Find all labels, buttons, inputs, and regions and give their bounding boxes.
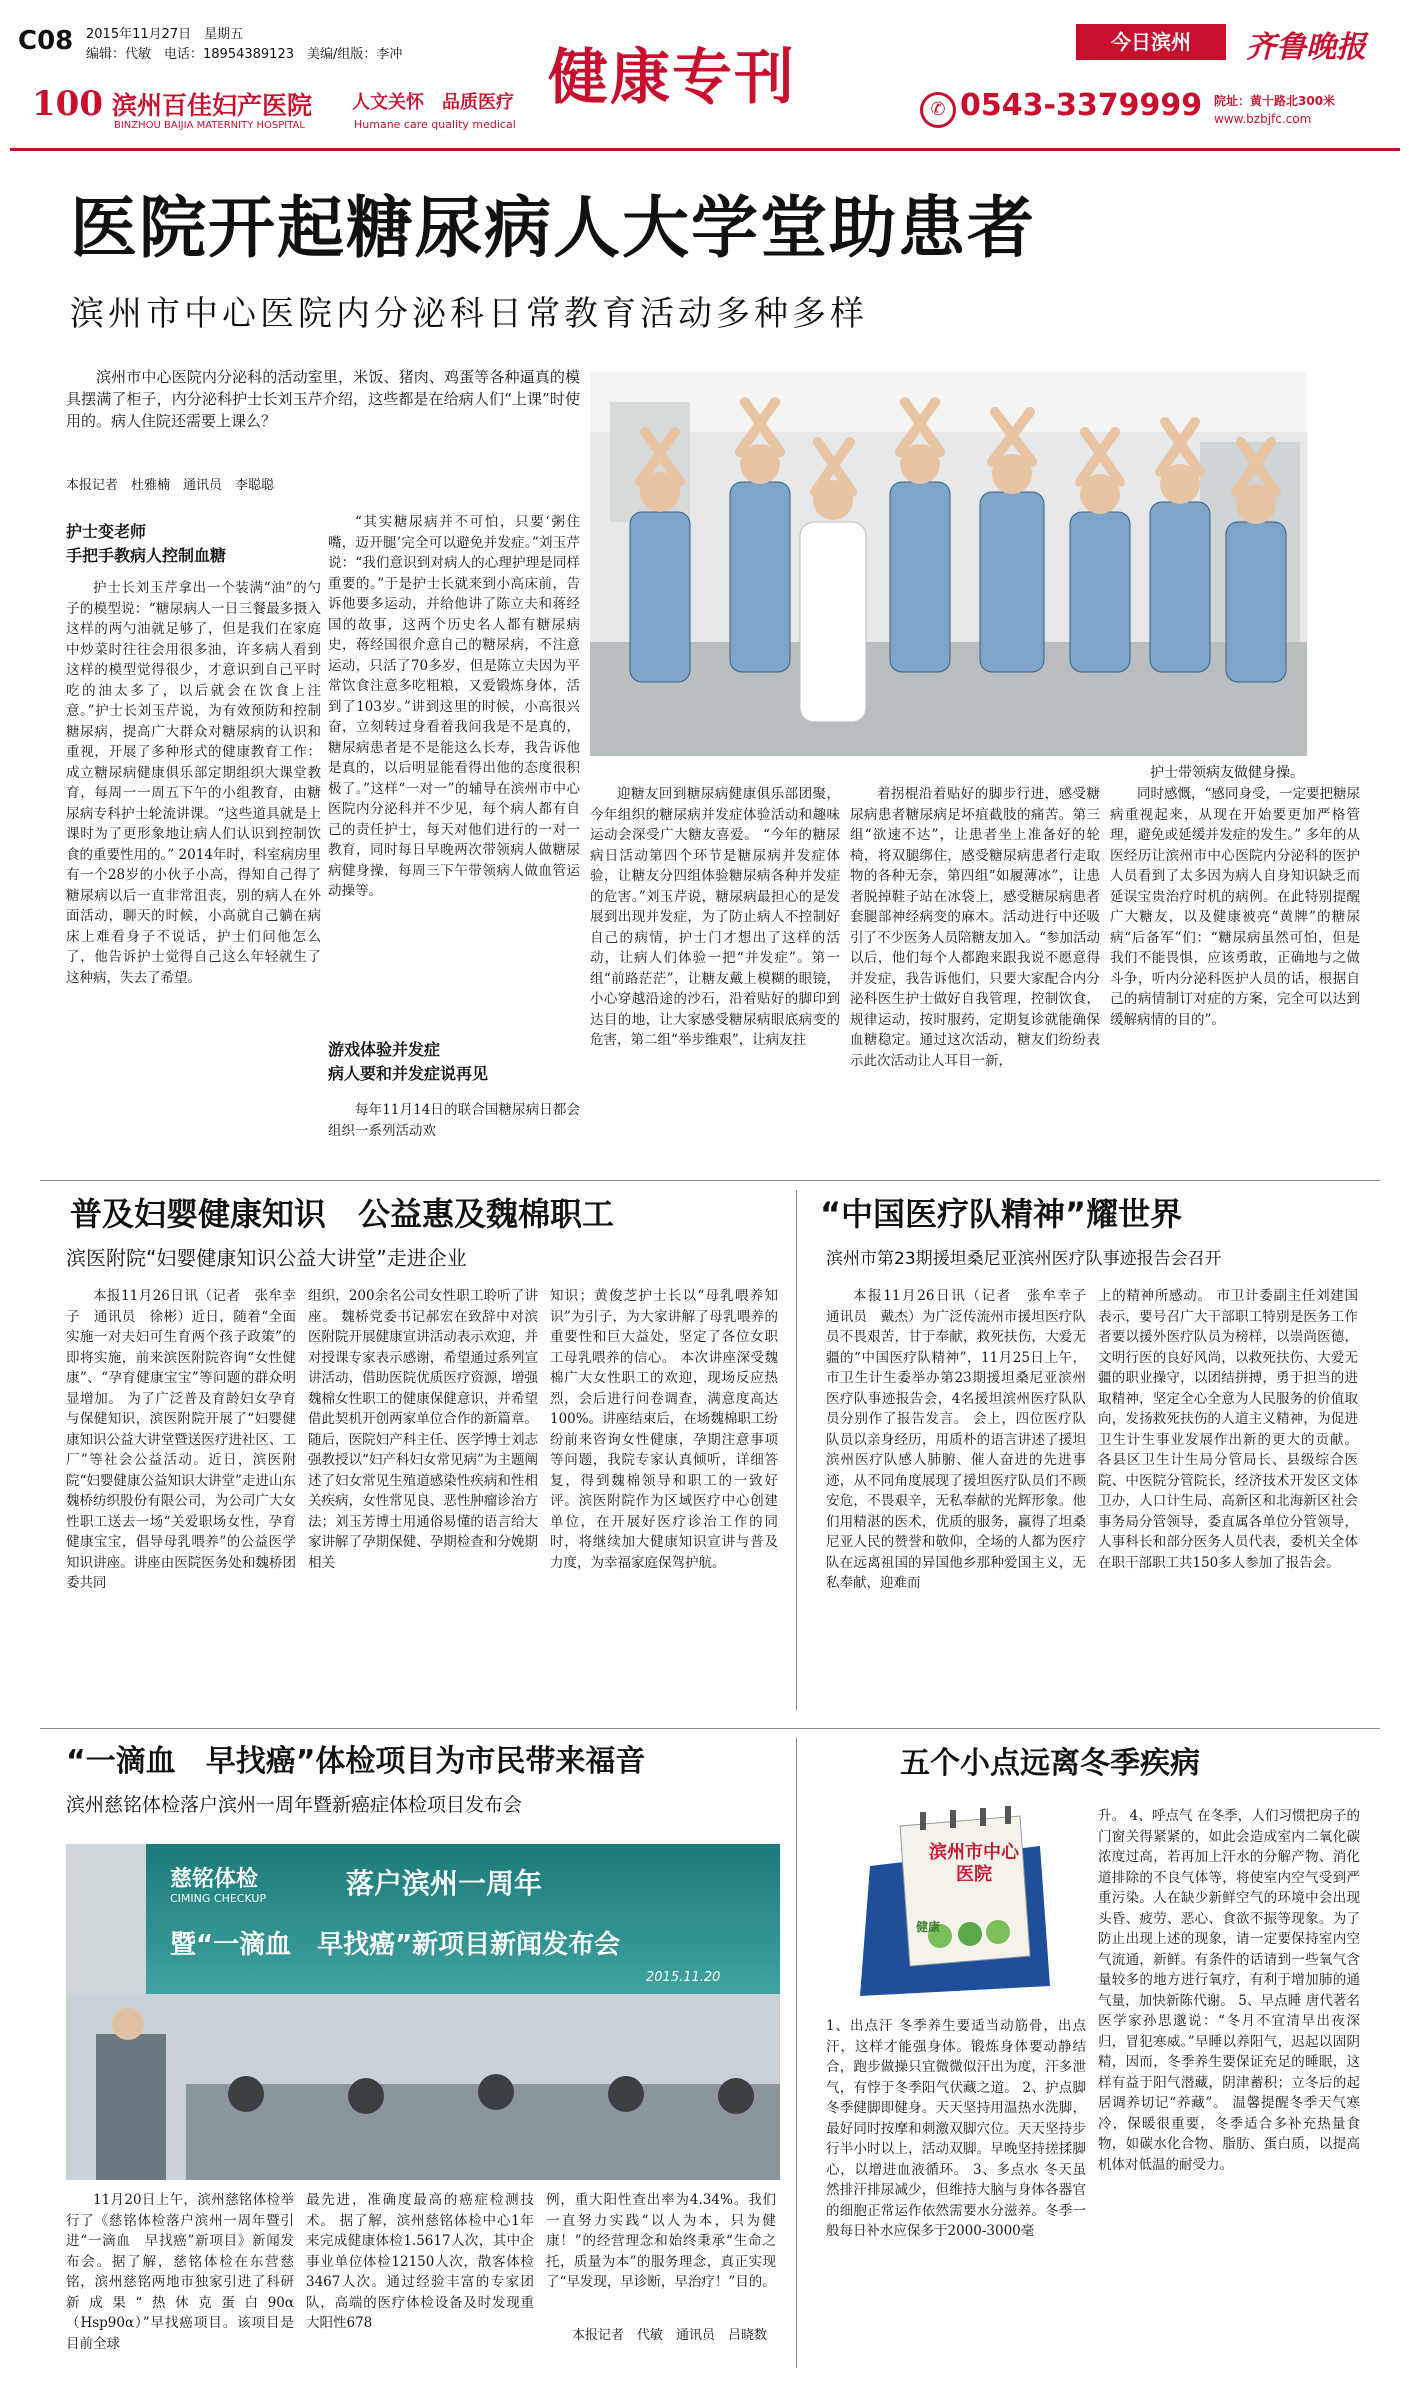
calendar-sub: 健康 <box>916 1920 941 1934</box>
article3-col1-text: 本报11月26日讯（记者 张牟幸子 通讯员 戴杰）为广泛传流州市援坦医疗队员不畏艰苦，甘于奉献，救死扶伤，大爱无疆的“中国医疗队精神”，11月25日上午，市卫生计生委举办第23期援坦桑尼亚滨州医疗队事迹报告会，4名援坦滨州医疗队队员分别作了报告发言。 会上，四位医疗队队员以亲身经历，用质朴的语言讲述了援坦滨州医疗队感人肺腑、催人奋进的先进事迹，从不同角度展现了援坦医疗队员们不顾安危，不畏艰辛，无私奉献的光辉形象。他们用精湛的医术，优质的服务，赢得了坦桑尼亚人民的赞誉和敬仰，全场的人都为医疗队在远离祖国的异国他乡那种爱国主义，无私奉献，迎难而 <box>826 1288 1100 1591</box>
article4-col3 <box>546 2190 776 2320</box>
article2-col1-text: 本报11月26日讯（记者 张牟幸子 通讯员 徐彬）近日，随着“全面实施一对夫妇可生育两个孩子政策”的即将实施，前来滨医附院咨询“女性健康”、“孕育健康宝宝”等问题的群众明显增加。 为了广泛普及育龄妇女孕育与保健知识，滨医附院开展了“妇婴健康知识公益大讲堂暨送医疗进社区、工厂”等社会公益活动。近日，滨医附院“妇婴健康公益知识大讲堂”走进山东魏桥纺织股份有限公司，为公司广大女性职工送去一场“关爱职场女性，孕育健康宝宝，倡导母乳喂养”的公益医学知识讲座。讲座由医院医务处和魏桥团委共同 <box>66 1288 296 1591</box>
article5-col2 <box>1098 1806 1360 2370</box>
lead-subhead4: 病人要和并发症说再见 <box>328 1064 489 1083</box>
calendar-icon <box>840 1806 1070 2006</box>
lead-col1 <box>66 506 321 1226</box>
lead-photo <box>590 372 1307 756</box>
address-line: 院址：黄十路北300米 <box>1214 94 1336 108</box>
lead-col1-text: 护士长刘玉芹拿出一个装满“油”的勺子的模型说：“糖尿病人一日三餐最多摄入这样的两勺油就足够了，但是我们在家庭中炒菜时往往会用很多油，许多病人看到这样的模型觉得很少，才意识到自己平时吃的油太多了，以后就会在饮食上注意。”护士长刘玉芹说，为有效预防和控制糖尿病，提高广大群众对糖尿病的认识和重视，开展了多种形式的健康教育工作：成立糖尿病健康俱乐部定期组织大课堂教育，每周一一周五下午的小组教育，由糖尿病专科护士轮流讲课。“这些道具就是上课时为了更形象地让病人们认识到控制饮食的重要性用的。” 2014年时，科室病房里有一个28岁的小伙子小高，得知自己得了糖尿病以后一直非常沮丧，别的病人在外面活动，聊天的时候，小高就自己躺在病床上难看身子不说话，护士们问他怎么了，他告诉护士觉得自己这么年轻就生了这种病，失去了希望。 <box>66 580 321 986</box>
article3-title: “中国医疗队精神”耀世界 <box>820 1195 1183 1233</box>
lead-photo-caption: 护士带领病友做健身操。 <box>1150 765 1304 781</box>
banner-line1: 落户滨州一周年 <box>346 1867 543 1900</box>
lead-byline: 本报记者 杜雅楠 通讯员 李聪聪 <box>66 478 275 493</box>
lead-col3 <box>590 784 840 1224</box>
tag-box <box>1076 24 1226 60</box>
hospital-badge: 100 <box>32 84 103 124</box>
article4-col2 <box>306 2190 534 2370</box>
article2-col3 <box>550 1286 778 1720</box>
article4-subtitle: 滨州慈铭体检落户滨州一周年暨新癌症体检项目发布会 <box>66 1794 523 1816</box>
phone-ad <box>920 86 1390 140</box>
article3-col2-text: 上的精神所感动。 市卫计委副主任刘建国表示，要号召广大干部职工特别是医务工作者要以援外医疗队员为榜样，以崇尚医德，文明行医的良好风尚，以救死扶伤、大爱无疆的职业操守，以团结拼搏，勇于担当的进取精神，坚定全心全意为人民服务的价值取向，发扬救死扶伤的人道主义精神，为促进卫生计生事业发展作出新的更大的贡献。 各县区卫生计生局分管局长、县级综合医院、中医院分管院长，经济技术开发区文体卫办，人口计生局、高新区和北海新区社会事务局分管领导，委直属各单位分管领导，人事科长和部分医务人员代表，委机关全体在职干部职工共150多人参加了报告会。 <box>1098 1288 1358 1571</box>
article2-title: 普及妇婴健康知识 公益惠及魏棉职工 <box>70 1195 615 1233</box>
article4-col1 <box>66 2190 294 2370</box>
lead-title: 医院开起糖尿病人大学堂助患者 <box>70 188 1036 267</box>
vertical-divider-1 <box>796 1190 797 1710</box>
article4-col1-text: 11月20日上午，滨州慈铭体检举行了《慈铭体检落户滨州一周年暨引进“一滴血 早找癌”新项目》新闻发布会。据了解，慈铭体检在东营慈铭，滨州慈铭两地市独家引进了科研新成果“热休克蛋白90α（Hsp90α）”早找癌项目。该项目是目前全球 <box>66 2192 294 2352</box>
banner-date: 2015.11.20 <box>646 1970 721 1985</box>
phone-number: 0543-3379999 <box>960 88 1203 123</box>
lead-col2 <box>328 512 580 1228</box>
article3-col2 <box>1098 1286 1358 1720</box>
lead-col5-text: 同时感慨，“感同身受，一定要把糖尿病重视起来，从现在开始要更加严格管理，避免或延缓并发症的发生。” 多年的从医经历让滨州市中心医院内分泌科的医护人员看到了太多因为病人自身知识缺乏而延误宝贵治疗时机的病例。在此特别提醒广大糖友，以及健康被亮“黄牌”的糖尿病“后备军”们：“糖尿病虽然可怕，但是我们不能畏惧，应该勇敢，正确地与之做斗争，听内分泌科医护人员的话，根据自己的病情制订对症的方案，完全可以达到缓解病情的目的”。 <box>1110 786 1360 1028</box>
hospital-name-en: BINZHOU BAIJIA MATERNITY HOSPITAL <box>114 120 305 131</box>
article4-col3-text: 例，重大阳性查出率为4.34%。我们一直努力实践“以人为本，只为健康！”的经营理念和始终秉承“生命之托，质量为本”的服务理念，真正实现了“早发现，早诊断，早治疗！”目的。 <box>546 2192 776 2290</box>
divider-1 <box>40 1180 1380 1181</box>
editor-line: 编辑：代敏 电话：18954389123 美编/组版：李冲 <box>86 47 403 62</box>
article5-title: 五个小点远离冬季疾病 <box>900 1746 1200 1781</box>
vertical-divider-2 <box>796 1738 797 2368</box>
lead-subhead2: 手把手教病人控制血糖 <box>66 546 227 565</box>
hospital-name: 滨州百佳妇产医院 <box>112 91 313 120</box>
phone-icon: ✆ <box>920 92 956 128</box>
banner-brand-en: CIMING CHECKUP <box>170 1892 267 1905</box>
column-title: 健康专刊 <box>548 43 796 113</box>
lead-col4 <box>850 784 1100 1224</box>
article4-photo <box>66 1844 780 2180</box>
lead-col5 <box>1110 784 1360 1224</box>
article5-col1 <box>826 2016 1086 2370</box>
page-code: C08 <box>18 26 74 56</box>
divider-2 <box>40 1728 1380 1729</box>
lead-col2b-text: 每年11月14日的联合国糖尿病日都会组织一系列活动欢 <box>328 1102 580 1139</box>
article2-col1 <box>66 1286 296 1720</box>
article2-subtitle: 滨医附院“妇婴健康知识公益大讲堂”走进企业 <box>66 1246 467 1270</box>
hospital-ad <box>22 76 542 144</box>
calendar-illustration <box>840 1806 1070 2006</box>
slogan: 人文关怀 品质医疗 <box>352 92 514 113</box>
article2-col3-text: 知识；黄俊芝护士长以“母乳喂养知识”为引子，为大家讲解了母乳喂养的重要性和巨大益处，坚定了各位女职工母乳喂养的信心。 本次讲座深受魏棉广大女性职工的欢迎，现场反应热烈，会后进行问卷调查，满意度高达100%。讲座结束后，在场魏棉职工纷纷前来咨询女性健康，孕期注意事项等问题，我院专家认真倾听，详细答复，得到魏棉领导和职工的一致好评。滨医附院作为区域医疗中心创建单位，在开展好医疗诊治工作的同时，将继续加大健康知识宣讲与普及力度，为幸福家庭保驾护航。 <box>550 1288 778 1571</box>
article4-col2-text: 最先进，准确度最高的癌症检测技术。 据了解，滨州慈铭体检中心1年来完成健康体检1.5617人次，其中企事业单位体检12150人次，散客体检3467人次。通过经验丰富的专家团队，高端的医疗体检设备及时发现重大阳性678 <box>306 2192 534 2331</box>
lead-col3-text: 迎糖友回到糖尿病健康俱乐部团聚，今年组织的糖尿病并发症体验活动和趣味运动会深受广大糖友喜爱。 “今年的糖尿病日活动第四个环节是糖尿病并发症体验，让糖友分四组体验糖尿病各种并发症的危害。”刘玉芹说，糖尿病最担心的是发展到出现并发症，为了防止病人不控制好自己的病情，护士门才想出了这样的活动，让病人们体验一把“并发症”。第一组“前路茫茫”，让糖友戴上模糊的眼镜，小心穿越沿途的沙石，沿着贴好的脚印到达目的地，让大家感受糖尿病眼底病变的危害，第二组“举步维艰”，让病友拄 <box>590 786 840 1048</box>
masthead <box>0 0 1409 150</box>
article3-subtitle: 滨州市第23期援坦桑尼亚滨州医疗队事迹报告会召开 <box>826 1249 1222 1269</box>
slogan-en: Humane care quality medical <box>354 118 516 131</box>
lead-subtitle: 滨州市中心医院内分泌科日常教育活动多种多样 <box>70 294 868 334</box>
article2-col2-text: 组织，200余名公司女性职工聆听了讲座。 魏桥党委书记郝宏在致辞中对滨医附院开展健康宣讲活动表示欢迎，并对授课专家表示感谢，希望通过系列宣讲活动，借助医院优质医疗资源，增强魏棉女性职工的健康保健意识，并希望借此契机开创两家单位合作的新篇章。随后，医院妇产科主任、医学博士刘志强教授以“妇产科妇女常见病”为主题阐述了妇女常见生殖道感染性疾病和性相关疾病，女性常见良、恶性肿瘤诊治方法；刘玉芳博士用通俗易懂的语言给大家讲解了孕期保健、孕期检查和分娩期相关 <box>308 1288 538 1571</box>
lead-subhead1: 护士变老师 <box>66 522 147 541</box>
article3-col1 <box>826 1286 1100 1720</box>
lead-col4-text: 着拐棍沿着贴好的脚步行进，感受糖尿病患者糖尿病足坏疽截肢的痛苦。第三组“欲速不达”，让患者坐上准备好的轮椅，将双腿绑住，感受糖尿病患者行走取物的各种无奈，第四组“如履薄冰”，让患者脱掉鞋子站在冰袋上，感受糖尿病患者套腿部神经病变的麻木。活动进行中还吸引了不少医务人员陪糖友加入。“参加活动以后，他们每个人都跑来跟我说不愿意得并发症，我告诉他们，只要大家配合内分泌科医生护士做好自我管理，控制饮食，规律运动，按时服药，定期复诊就能确保血糖稳定。通过这次活动，糖友们纷纷表示此次活动让人耳目一新， <box>850 786 1100 1069</box>
banner-line2: 暨“一滴血 早找癌”新项目新闻发布会 <box>170 1930 621 1960</box>
article5-col2-text: 升。 4、呼点气 在冬季，人们习惯把房子的门窗关得紧紧的，如此会造成室内二氧化碳浓度过高，若再加上汗水的分解产物、消化道排除的不良气体等，将使室内空气受到严重污染。人在缺少新鲜空气的环境中会出现头昏、疲劳、恶心、食欲不振等现象。为了防止出现上述的现象，请一定要保持室内空气流通，新鲜。有条件的话请到一些氧气含量较多的地方进行氧疗，有利于增加肺的通气量，加快新陈代谢。 5、早点睡 唐代著名医学家孙思邈说：“冬月不宜清早出夜深归，冒犯寒威。”早睡以养阳气，迟起以固阴精，因而，冬季养生要保证充足的睡眠，这样有益于阳气潜藏，阴津蓄积；立冬后的起居调养切记“养藏”。 温馨提醒冬季天气寒冷，保暖很重要，冬季适合多补充热量食物，如碳水化合物、脂肪、蛋白质，以提高机体对低温的耐受力。 <box>1098 1808 1360 2173</box>
tag-label: 今日滨州 <box>1111 30 1191 54</box>
lead-subhead3: 游戏体验并发症 <box>328 1040 441 1059</box>
lead-intro-text: 滨州市中心医院内分泌科的活动室里，米饭、猪肉、鸡蛋等各种逼真的模具摆满了柜子，内分泌科护士长刘玉芹介绍，这些都是在给病人们“上课”时使用的。病人住院还需要上课么？ <box>66 368 580 430</box>
article4-byline: 本报记者 代敏 通讯员 吕晓数 <box>572 2328 768 2343</box>
exercise-photo-illustration <box>590 372 1307 756</box>
date-line: 2015年11月27日 星期五 <box>86 27 244 42</box>
header-divider <box>10 148 1400 151</box>
banner-brand: 慈铭体检 <box>170 1867 259 1892</box>
calendar-title: 滨州市中心医院 <box>929 1842 1019 1885</box>
paper-name: 齐鲁晚报 <box>1246 30 1366 65</box>
website: www.bzbjfc.com <box>1214 112 1312 126</box>
lead-intro <box>66 366 580 466</box>
lead-col2-text: “其实糖尿病并不可怕，只要‘粥住嘴，迈开腿’完全可以避免并发症。”刘玉芹说：“我们意识到对病人的心理护理是同样重要的。”于是护士长就来到小高床前，告诉他要多运动，并给他讲了陈立夫和蒋经国的故事，这两个历史名人都有糖尿病史，蒋经国很介意自己的糖尿病，不注意运动，只活了70多岁，但是陈立夫因为平常饮食注意多吃粗粮，又爱锻炼身体，活到了103岁。”讲到这里的时候，小高很兴奋，立刻转过身看着我问我是不是真的，糖尿病患者是不是能这么长寿，我告诉他是真的，以后明显能看得出他的态度很积极了。”这样“一对一”的辅导在滨州市中心医院内分泌科并不少见，每个病人都有自己的责任护士，每天对他们进行的一对一教育，同时每日早晚两次带领病人做糖尿病健身操，每周三下午带领病人做血管运动操等。 <box>328 514 580 899</box>
article5-col1-text: 1、出点汗 冬季养生要适当动筋骨，出点汗，这样才能强身体。锻炼身体要动静结合，跑步做操只宜微微似汗出为度，汗多泄气，有悖于冬季阳气伏藏之道。 2、护点脚 冬季健脚即健身。天天坚持用温热水洗脚，最好同时按摩和刺激双脚穴位。天天坚持步行半小时以上，活动双脚。早晚坚持搓揉脚心，以增进血液循环。 3、多点水 冬天虽然排汗排尿减少，但维持大脑与身体各器官的细胞正常运作依然需要水分滋养。冬季一般每日补水应保多于2000-3000毫 <box>826 2018 1086 2239</box>
press-scene-illustration <box>66 1844 780 2180</box>
article2-col2 <box>308 1286 538 1720</box>
article4-title: “一滴血 早找癌”体检项目为市民带来福音 <box>66 1744 646 1779</box>
